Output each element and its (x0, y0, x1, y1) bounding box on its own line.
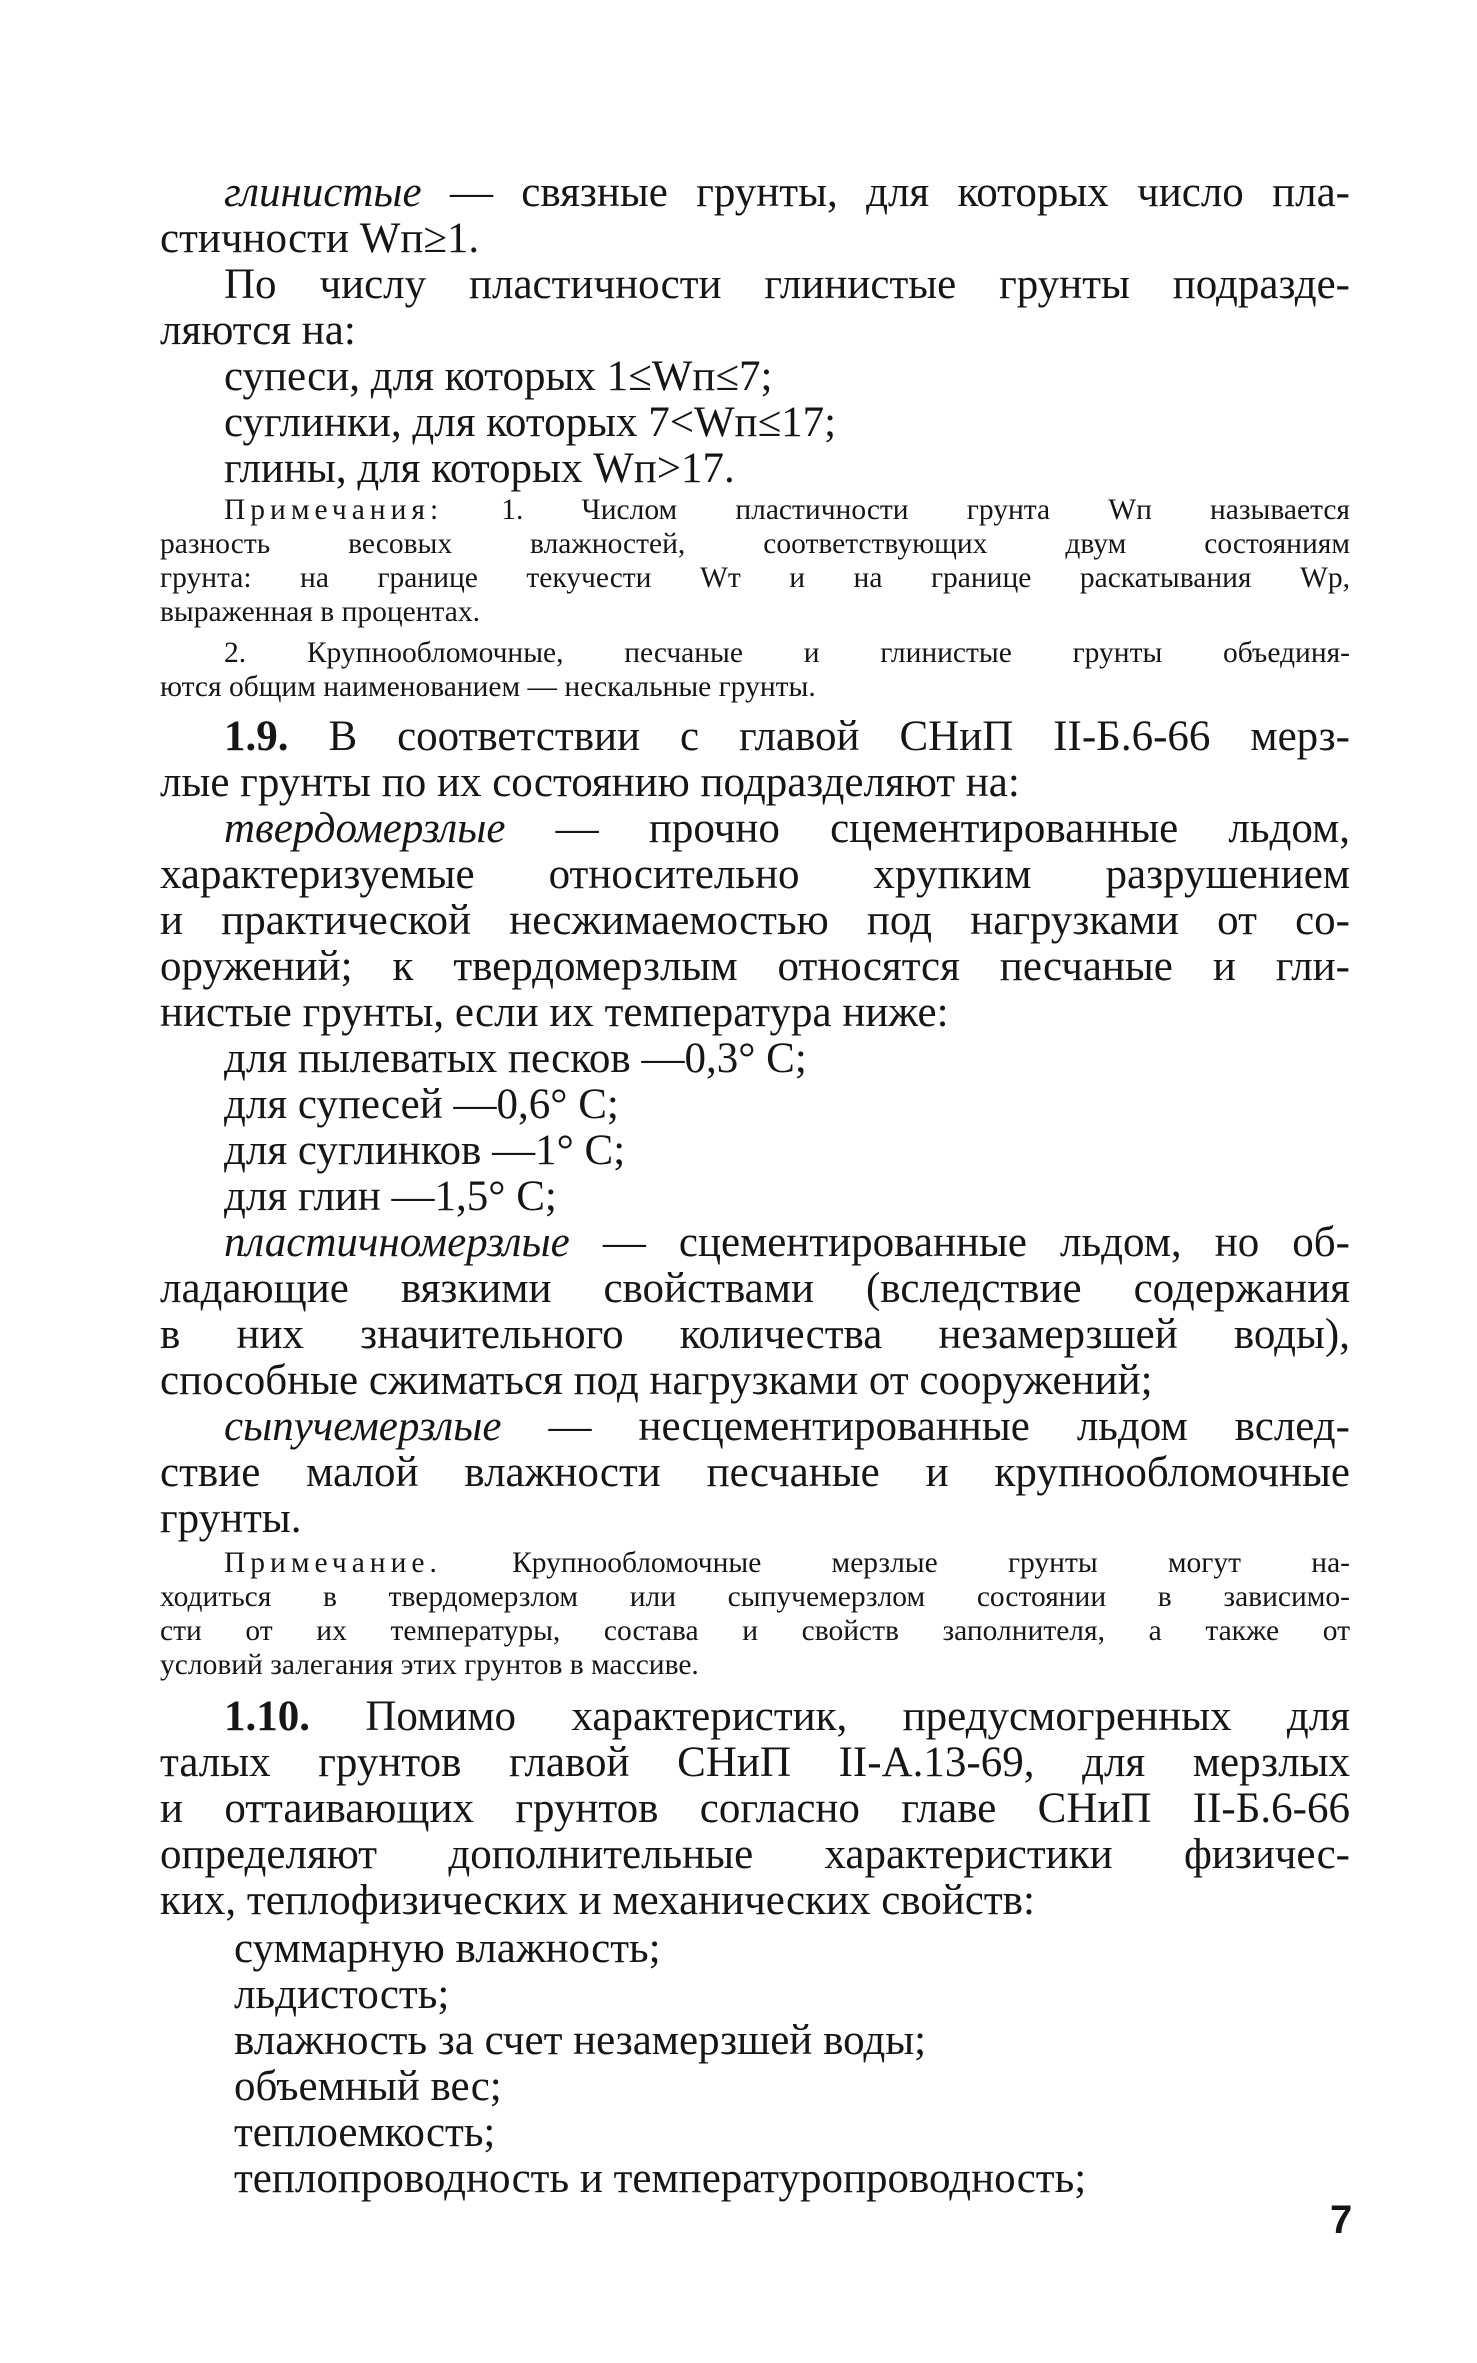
note-line: 2. Крупнообломочные, песчаные и глинистые грунты объединя- (224, 637, 1350, 669)
term-hard-frozen: твердомерзлые (224, 805, 506, 852)
text-line: По числу пластичности глинистые грунты подразде- (224, 261, 1350, 308)
text-line: способные сжиматься под нагрузками от сооружений; (160, 1357, 1153, 1404)
text-line: нистые грунты, если их температура ниже: (160, 989, 949, 1036)
note-line: сти от их температуры, состава и свойств заполнителя, а также от (160, 1615, 1350, 1647)
line-rest: В соответствии с главой СНиП II-Б.6-66 мерз- (288, 713, 1350, 760)
text-line: стичности Wп≥1. (160, 215, 480, 262)
term-clayey: глинистые (224, 169, 422, 216)
text-line (224, 1220, 1350, 1266)
text-line (224, 170, 1350, 216)
note-label: Примечания: (224, 494, 444, 526)
list-item: влажность за счет незамерзшей воды; (234, 2017, 927, 2064)
line-rest: Помимо характеристик, предусмогренных для (310, 1693, 1350, 1740)
note-rest: 1. Числом пластичности грунта Wп называется (443, 494, 1350, 526)
list-item: для пылеватых песков —0,3° С; (224, 1035, 807, 1082)
note-line: грунта: на границе текучести Wт и на границе раскатывания Wр, (160, 562, 1350, 594)
line-rest: — прочно сцементированные льдом, (505, 805, 1350, 852)
list-item: теплопроводность и температуропроводность; (234, 2155, 1087, 2202)
list-item: суммарную влажность; (234, 1925, 661, 1972)
list-item: для супесей —0,6° С; (224, 1081, 619, 1128)
list-item: теплоемкость; (234, 2109, 496, 2156)
note-line: выраженная в процентах. (160, 596, 481, 628)
section-heading-line (224, 1694, 1350, 1740)
text-line: оружений; к твердомерзлым относятся песчаные и гли- (160, 943, 1350, 990)
text-line: и оттаивающих грунтов согласно главе СНиП II-Б.6-66 (160, 1785, 1350, 1832)
text-line: грунты. (160, 1495, 302, 1542)
list-item: объемный вес; (234, 2063, 502, 2110)
section-heading-line (224, 714, 1350, 760)
note-line: условий залегания этих грунтов в массиве. (160, 1649, 699, 1681)
note-rest: Крупнообломочные мерзлые грунты могут на- (441, 1547, 1350, 1579)
text-line: ствие малой влажности песчаные и крупнообломочные (160, 1449, 1350, 1496)
list-item: глины, для которых Wп>17. (224, 445, 735, 492)
note-line (224, 1547, 1350, 1580)
text-line: талых грунтов главой СНиП II-А.13-69, для мерзлых (160, 1739, 1350, 1786)
line-rest: — несцементированные льдом вслед- (501, 1403, 1350, 1450)
note-line (224, 494, 1350, 527)
list-item: супеси, для которых 1≤Wп≤7; (224, 353, 773, 400)
line-rest: — сцементированные льдом, но об- (569, 1219, 1350, 1266)
term-loose-frozen: сыпучемерзлые (224, 1403, 502, 1450)
note-label: Примечание. (224, 1547, 442, 1579)
list-item: для суглинков —1° С; (224, 1127, 626, 1174)
term-plastic-frozen: пластичномерзлые (224, 1219, 570, 1266)
note-line: ются общим наименованием — нескальные грунты. (160, 671, 816, 703)
text-line: лые грунты по их состоянию подразделяют на: (160, 759, 1020, 806)
section-number: 1.9. (224, 713, 289, 760)
note-line: разность весовых влажностей, соответствующих двум состояниям (160, 528, 1350, 560)
text-line: характеризуемые относительно хрупким разрушением (160, 851, 1350, 898)
line-rest: — связные грунты, для которых число пла- (421, 169, 1350, 216)
text-line (224, 806, 1350, 852)
page-number: 7 (1330, 2198, 1353, 2242)
list-item: суглинки, для которых 7<Wп≤17; (224, 399, 837, 446)
text-line: ладающие вязкими свойствами (вследствие содержания (160, 1265, 1350, 1312)
text-line: ких, теплофизических и механических свойств: (160, 1877, 1035, 1924)
text-line: ляются на: (160, 307, 356, 354)
section-number: 1.10. (224, 1693, 310, 1740)
list-item: для глин —1,5° С; (224, 1173, 557, 1220)
text-line: определяют дополнительные характеристики физичес- (160, 1831, 1350, 1878)
note-line: ходиться в твердомерзлом или сыпучемерзлом состоянии в зависимо- (160, 1581, 1350, 1613)
list-item: льдистость; (234, 1971, 450, 2018)
text-line: и практической несжимаемостью под нагрузками от со- (160, 897, 1350, 944)
text-line (224, 1404, 1350, 1450)
text-line: в них значительного количества незамерзшей воды), (160, 1311, 1350, 1358)
